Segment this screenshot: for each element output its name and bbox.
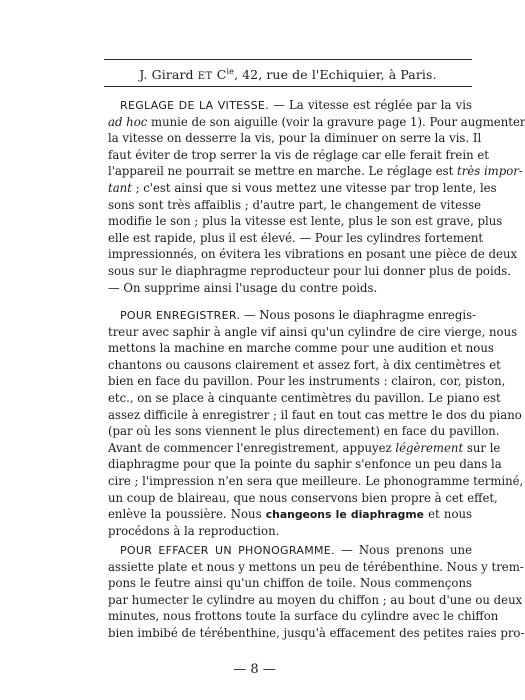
section-first-line xyxy=(108,307,477,324)
page-number: — 8 — xyxy=(233,662,276,677)
paragraph-line: un coup de blaireau, que nous conservons bien propre à cet effet, xyxy=(108,490,498,505)
paragraph-line: — On supprime ainsi l'usage du contre poids. xyxy=(108,280,378,295)
section-title: REGLAGE DE LA VITESSE. xyxy=(120,99,269,112)
paragraph-line: procédons à la reproduction. xyxy=(108,523,280,538)
paragraph-line: par humecter le cylindre au moyen du chiffon ; au bout d'une ou deux xyxy=(108,592,523,607)
paragraph-line: Avant de commencer l'enregistrement, appuyez légèrement sur le xyxy=(108,440,501,455)
section-reglage-vitesse xyxy=(108,97,525,296)
section-lead-text: — Nous posons le diaphragme enregis- xyxy=(240,308,477,322)
paragraph-line: minutes, nous frottons toute la surface du cylindre avec le chiffon xyxy=(108,609,499,624)
header-et: ET xyxy=(197,71,213,83)
paragraph-line: bien en face du pavillon. Pour les instruments : clairon, cor, piston, xyxy=(108,374,506,389)
paragraph-line: impressionnés, on évitera les vibrations en posant une pièce de deux xyxy=(108,247,518,262)
section-title: POUR EFFACER UN PHONOGRAMME. xyxy=(120,544,335,557)
paragraph-line: (par où les sons viennent le plus directement) en face du pavillon. xyxy=(108,424,500,439)
section-first-line xyxy=(108,97,472,114)
paragraph-line: diaphragme pour que la pointe du saphir s'enfonce un peu dans la xyxy=(108,457,502,472)
paragraph-line: la vitesse on desserre la vis, pour la diminuer on serre la vis. Il xyxy=(108,131,482,146)
paragraph-line: tant ; c'est ainsi que si vous mettez une vitesse par trop lente, les xyxy=(108,180,497,195)
paragraph-line: treur avec saphir à angle vif ainsi qu'un cylindre de cire vierge, nous xyxy=(108,324,518,339)
paragraph-line: mettons la machine en marche comme pour une audition et nous xyxy=(108,341,494,356)
section-title: POUR ENREGISTRER. xyxy=(120,309,241,322)
paragraph-line: pons le feutre ainsi qu'un chiffon de toile. Nous commençons xyxy=(108,576,472,591)
paragraph-line: cire ; l'impression n'en sera que meilleure. Le phonogramme terminé, xyxy=(108,473,524,488)
section-lead-text: — La vitesse est réglée par la vis xyxy=(268,98,472,112)
paragraph-line: assiette plate et nous y mettons un peu de térébenthine. Nous y trem- xyxy=(108,559,524,574)
section-pour-enregistrer xyxy=(108,307,524,539)
header-rule-top xyxy=(104,59,472,60)
paragraph-line: bien imbibé de térébenthine, jusqu'à effacement des petites raies pro- xyxy=(108,625,525,640)
header-rule-bottom xyxy=(104,86,472,87)
paragraph-line: faut éviter de trop serrer la vis de réglage car elle ferait frein et xyxy=(108,147,489,162)
section-effacer-phonogramme xyxy=(108,542,525,642)
paragraph-line: chantons ou causons clairement et assez fort, à dix centimètres et xyxy=(108,357,501,372)
header-address: , 42, rue de l'Echiquier, à Paris. xyxy=(233,67,437,83)
paragraph-line: etc., on se place à cinquante centimètres du pavillon. Le piano est xyxy=(108,390,501,405)
paragraph-line: sous sur le diaphragme reproducteur pour lui donner plus de poids. xyxy=(108,263,511,278)
paragraph-line: ad hoc munie de son aiguille (voir la gravure page 1). Pour augmenter xyxy=(108,114,525,129)
header-company: C xyxy=(216,67,227,83)
paragraph-line: enlève la poussière. Nous changeons le diaphragme et nous xyxy=(108,507,473,522)
paragraph-line: modifie le son ; plus la vitesse est lente, plus le son est grave, plus xyxy=(108,214,503,229)
paragraph-line: assez difficile à enregistrer ; il faut en tout cas mettre le dos du piano xyxy=(108,407,522,422)
paragraph-line: sons sont très affaiblis ; d'autre part, le changement de vitesse xyxy=(108,197,481,212)
header-name: J. Girard xyxy=(139,67,194,83)
section-lead-text: — Nous prenons une xyxy=(334,543,472,557)
paragraph-line: elle est rapide, plus il est élevé. — Pour les cylindres fortement xyxy=(108,230,484,245)
separator-tick xyxy=(271,291,277,292)
running-header xyxy=(104,67,472,82)
section-first-line xyxy=(108,542,472,559)
header-company-sup: ie xyxy=(226,67,234,76)
paragraph-line: l'appareil ne pourrait se mettre en marche. Le réglage est très impor- xyxy=(108,164,523,179)
